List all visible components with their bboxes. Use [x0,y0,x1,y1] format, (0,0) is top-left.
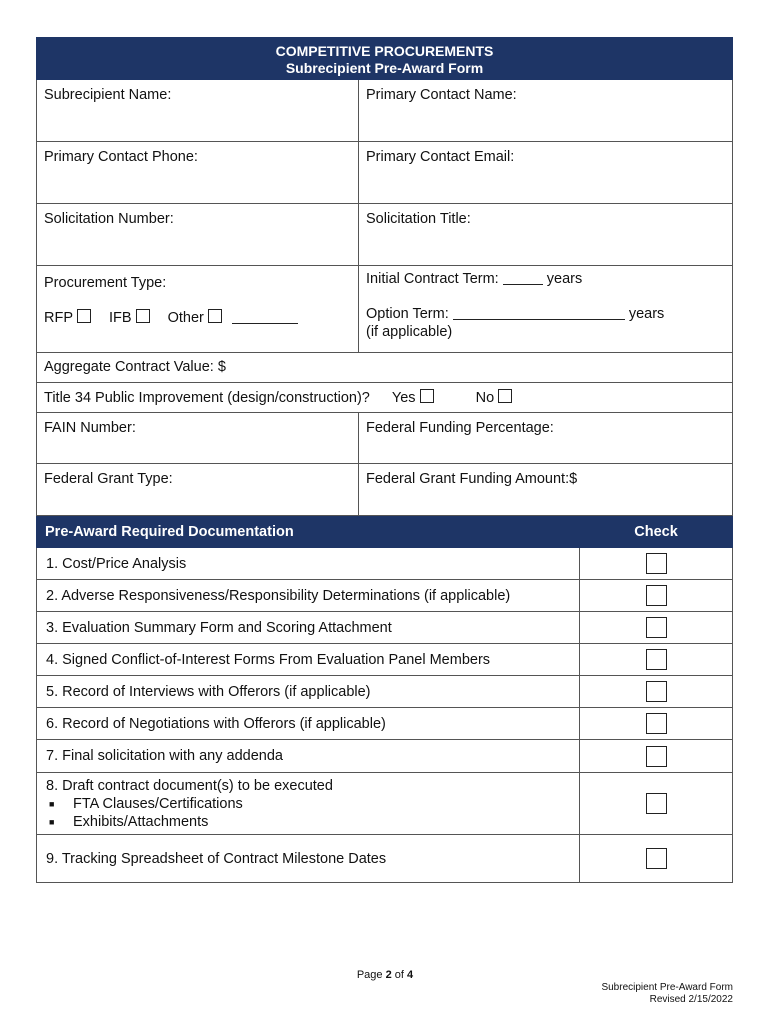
doc-checkbox[interactable] [646,585,667,606]
rfp-checkbox[interactable] [77,309,91,323]
no-label: No [475,390,495,406]
footer-form-name: Subrecipient Pre-Award Form [601,982,733,993]
initial-term-input-line[interactable] [503,272,543,285]
doc-item-text: 2. Adverse Responsiveness/Responsibility Determinations (if applicable) [37,580,580,611]
primary-contact-name-label: Primary Contact Name: [366,87,517,103]
footer-revised-date: Revised 2/15/2022 [649,994,733,1005]
doc-bullet-text: Exhibits/Attachments [73,813,209,830]
ifb-checkbox[interactable] [136,309,150,323]
aggregate-value-label: Aggregate Contract Value: $ [44,359,226,375]
solicitation-title-field[interactable] [359,204,732,265]
fain-number-field[interactable] [37,413,359,463]
doc-bullet: ■ Exhibits/Attachments [49,813,209,830]
federal-grant-type-label: Federal Grant Type: [44,471,173,487]
doc-item-text: 6. Record of Negotiations with Offerors (if applicable) [37,708,580,739]
primary-contact-email-field[interactable] [359,142,732,203]
initial-contract-term-label: Initial Contract Term: [366,271,499,287]
primary-contact-email-label: Primary Contact Email: [366,149,515,165]
doc-row [36,644,733,676]
federal-grant-type-field[interactable] [37,464,359,515]
title34-row [37,383,732,412]
title34-label: Title 34 Public Improvement (design/construction)? [44,390,370,406]
form-title: COMPETITIVE PROCUREMENTS [275,43,494,59]
form-header [36,37,733,80]
doc-checkbox[interactable] [646,617,667,638]
primary-contact-name-field[interactable] [359,80,732,141]
solicitation-number-field[interactable] [37,204,359,265]
pre-award-form [36,37,733,883]
doc-checkbox[interactable] [646,553,667,574]
doc-item-text: 8. Draft contract document(s) to be executed [46,777,333,794]
primary-contact-phone-label: Primary Contact Phone: [44,149,198,165]
doc-row [36,676,733,708]
subrecipient-name-field[interactable] [37,80,359,141]
yes-checkbox[interactable] [420,389,434,403]
other-label: Other [167,310,204,326]
doc-bullet-text: FTA Clauses/Certifications [73,795,243,812]
yes-label: Yes [391,390,416,406]
ifb-label: IFB [109,310,132,326]
page-number: Page 2 of 4 [356,969,414,981]
doc-checkbox[interactable] [646,793,667,814]
doc-checkbox[interactable] [646,649,667,670]
procurement-type-options [44,309,351,326]
subrecipient-name-label: Subrecipient Name: [44,87,172,103]
option-term-label: Option Term: [366,306,449,322]
procurement-type-label: Procurement Type: [44,275,167,291]
doc-checkbox[interactable] [646,713,667,734]
doc-checkbox[interactable] [646,848,667,869]
rfp-label: RFP [44,310,73,326]
doc-item-text: 1. Cost/Price Analysis [37,548,580,579]
federal-funding-percentage-label: Federal Funding Percentage: [366,420,554,436]
aggregate-value-field[interactable] [37,353,732,382]
doc-checkbox[interactable] [646,746,667,767]
initial-term-years-label: years [546,271,583,287]
doc-checkbox[interactable] [646,681,667,702]
doc-row [36,740,733,773]
federal-funding-percentage-field[interactable] [359,413,732,463]
other-checkbox[interactable] [208,309,222,323]
doc-row [36,612,733,644]
doc-row [36,580,733,612]
federal-grant-amount-field[interactable] [359,464,732,515]
doc-item-8 [37,773,580,834]
check-heading: Check [634,524,678,540]
primary-contact-phone-field[interactable] [37,142,359,203]
doc-bullet: ■ FTA Clauses/Certifications [49,795,243,812]
documentation-header [36,516,733,548]
doc-item-text: 9. Tracking Spreadsheet of Contract Milestone Dates [37,835,580,882]
federal-grant-amount-label: Federal Grant Funding Amount:$ [366,471,578,487]
option-term-years-label: years [628,306,665,322]
no-checkbox[interactable] [498,389,512,403]
solicitation-title-label: Solicitation Title: [366,211,471,227]
doc-row [36,548,733,580]
fain-number-label: FAIN Number: [44,420,136,436]
revision-note [601,982,733,1006]
doc-row [36,835,733,883]
form-subtitle: Subrecipient Pre-Award Form [285,60,484,76]
solicitation-number-label: Solicitation Number: [44,211,174,227]
option-term-input-line[interactable] [453,307,625,320]
doc-row [36,708,733,740]
doc-item-text: 3. Evaluation Summary Form and Scoring Attachment [37,612,580,643]
other-input-line[interactable] [232,311,298,324]
doc-item-text: 4. Signed Conflict-of-Interest Forms From Evaluation Panel Members [37,644,580,675]
option-term-note: (if applicable) [366,324,453,340]
doc-row [36,773,733,835]
doc-item-text: 5. Record of Interviews with Offerors (if applicable) [37,676,580,707]
documentation-heading: Pre-Award Required Documentation [45,524,294,540]
doc-item-text: 7. Final solicitation with any addenda [37,740,580,772]
